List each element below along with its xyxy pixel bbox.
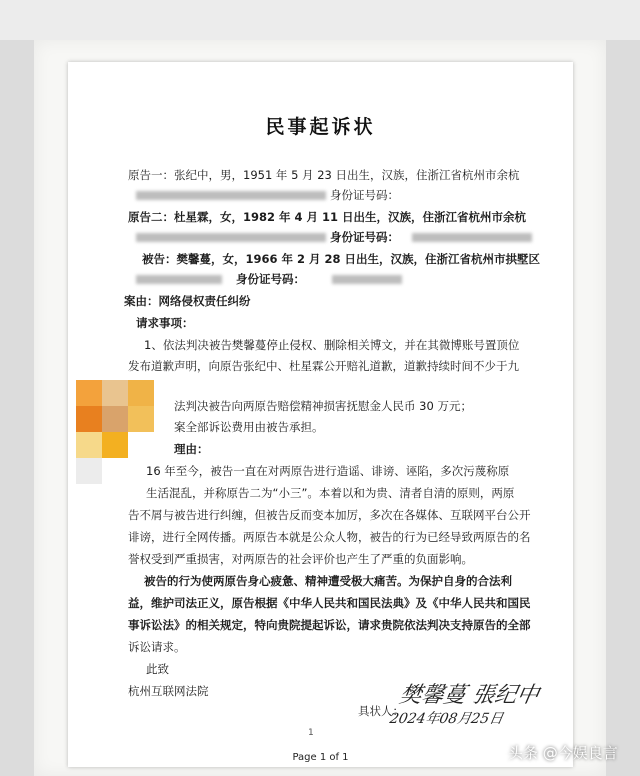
- reason-line: 16 年至今，被告一直在对两原告进行造谣、诽谤、诬陷，多次污蔑称原: [146, 464, 510, 478]
- plaintiff-one-line: 原告一：张纪中，男，1951 年 5 月 23 日出生，汉族，住浙江省杭州市余杭: [128, 168, 520, 182]
- redacted-address: [136, 233, 326, 242]
- handwritten-date: 2024年08月25日: [388, 711, 505, 727]
- mosaic-blur-patch: [76, 380, 156, 480]
- redacted-id: [332, 275, 402, 284]
- reason-line: 告不屑与被告进行纠缠，但被告反而变本加厉，多次在各媒体、互联网平台公开: [128, 508, 531, 522]
- reason-line: 事诉讼法》的相关规定，特向贵院提起诉讼，请求贵院依法判决支持原告的全部: [128, 618, 531, 632]
- top-background: [0, 0, 640, 40]
- page-footer: Page 1 of 1: [292, 752, 349, 763]
- signer-label: 具状人：: [358, 704, 404, 718]
- redacted-address: [136, 191, 326, 200]
- id-number-label: 身份证号码：: [236, 272, 305, 286]
- reason-line: 诽谤，进行全网传播。两原告本就是公众人物，被告的行为已经导致两原告的名: [128, 530, 531, 544]
- reason-line: 誉权受到严重损害，对两原告的社会评价也产生了严重的负面影响。: [128, 552, 473, 566]
- reason-line: 益，维护司法正义，原告根据《中华人民共和国民法典》及《中华人民共和国民: [128, 596, 531, 610]
- claim-line: 案全部诉讼费用由被告承担。: [174, 420, 324, 434]
- reason-line: 被告的行为使两原告身心疲惫、精神遭受极大痛苦。为保护自身的合法利: [144, 574, 512, 588]
- plaintiff-two-line: 原告二：杜星霖，女，1982 年 4 月 11 日出生，汉族，住浙江省杭州市余杭: [128, 210, 527, 224]
- claim-line: 1、依法判决被告樊馨蔓停止侵权、删除相关博文，并在其微博账号置顶位: [144, 338, 520, 352]
- handwritten-signature: 樊馨蔓 張纪中: [397, 683, 541, 708]
- claim-line: 发布道歉声明，向原告张纪中、杜星霖公开赔礼道歉，道歉持续时间不少于九: [128, 359, 519, 373]
- claim-line: 法判决被告向两原告赔偿精神损害抚慰金人民币 30 万元；: [174, 399, 472, 413]
- defendant-line: 被告：樊馨蔓，女，1966 年 2 月 28 日出生，汉族，住浙江省杭州市拱墅区: [142, 252, 541, 266]
- source-watermark: 头条 @今娱良言: [508, 744, 618, 762]
- reasons-heading: 理由：: [174, 442, 209, 456]
- document-title: 民事起诉状: [265, 116, 376, 138]
- claims-heading: 请求事项：: [136, 316, 194, 330]
- redacted-id: [412, 233, 532, 242]
- case-cause: 案由：网络侵权责任纠纷: [124, 294, 251, 308]
- salutation: 此致: [146, 662, 169, 676]
- reason-line: 生活混乱，并称原告二为“小三”。本着以和为贵、清者自清的原则，两原: [146, 486, 515, 500]
- id-number-label: 身份证号码：: [330, 230, 399, 244]
- court-name: 杭州互联网法院: [128, 684, 209, 698]
- redacted-address: [136, 275, 222, 284]
- reason-line: 诉讼请求。: [128, 640, 186, 654]
- id-number-label: 身份证号码：: [330, 188, 399, 202]
- page-mark: 1: [308, 728, 314, 738]
